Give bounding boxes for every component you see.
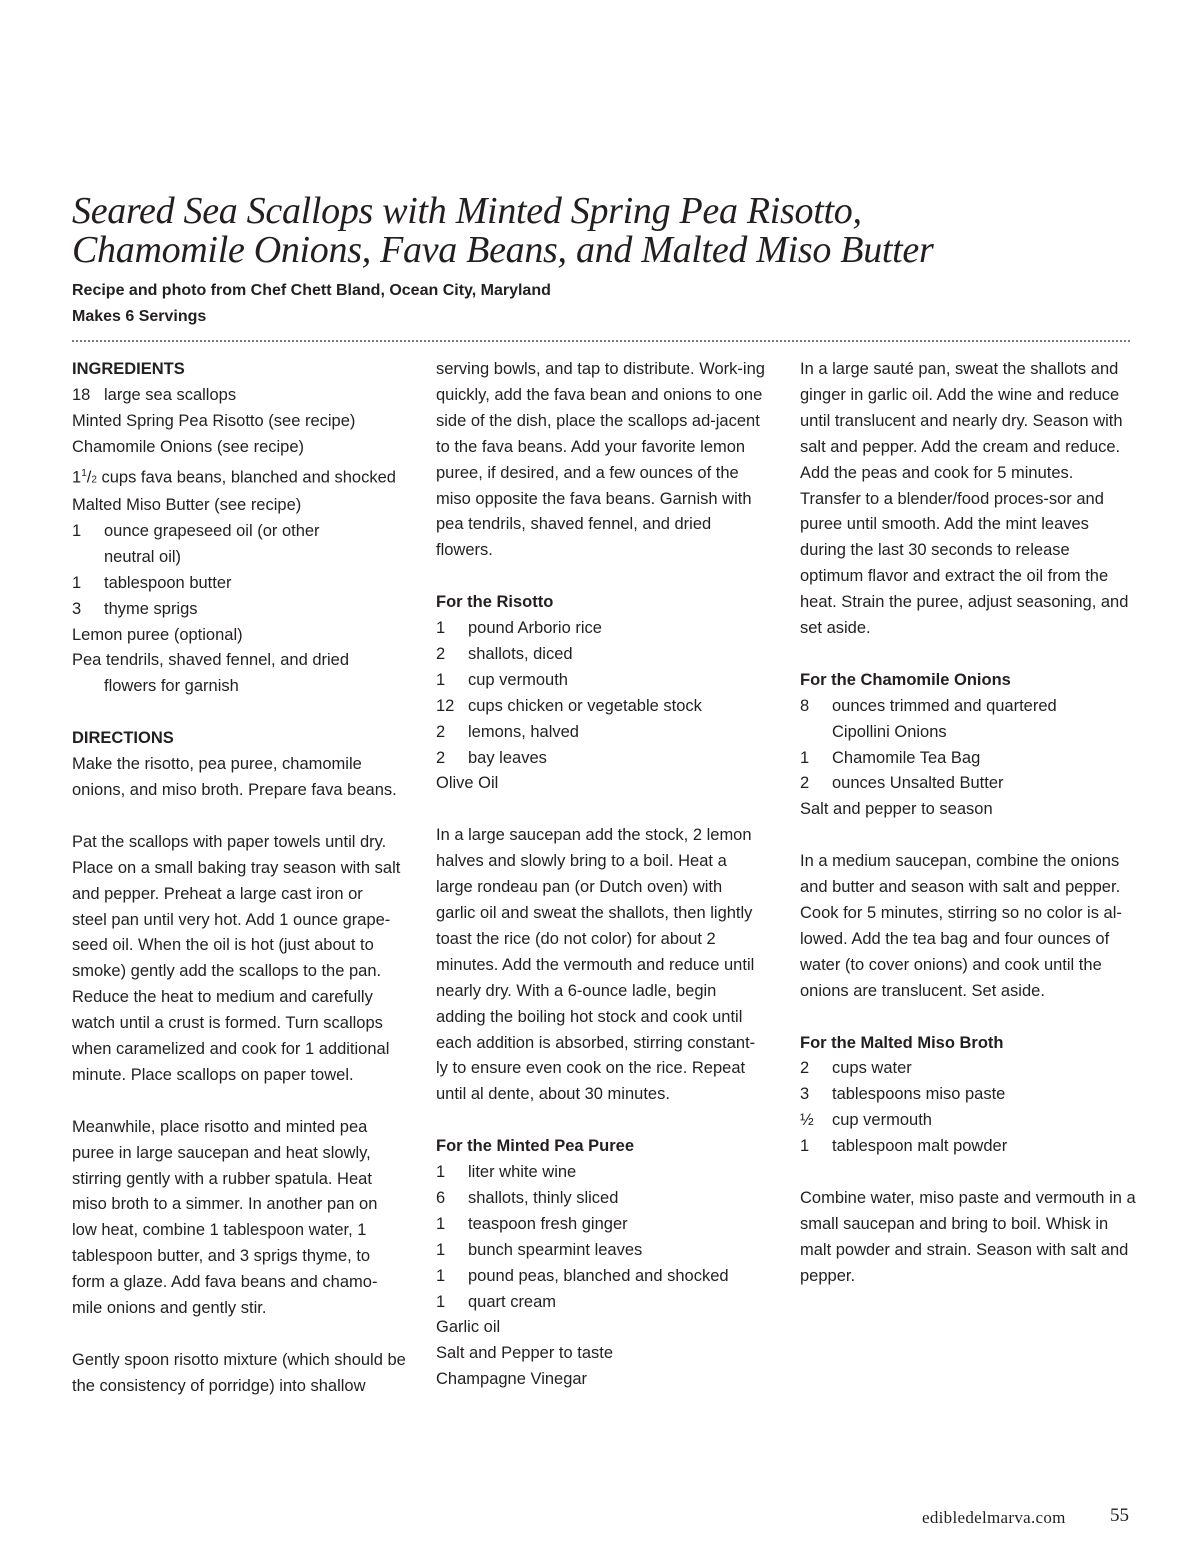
- ingredient-line: [436, 668, 776, 694]
- recipe-title-line-1: Seared Sea Scallops with Minted Spring Pea Risotto,: [72, 190, 862, 232]
- ingredient-qty: 1: [436, 619, 446, 638]
- ingredient-line: [800, 1056, 1140, 1082]
- miso-heading: For the Malted Miso Broth: [800, 1033, 1004, 1052]
- ingredient-line: [72, 597, 412, 623]
- ingredient-line: [800, 1108, 1140, 1134]
- ingredient-text: bay leaves: [468, 748, 547, 767]
- ingredient-line: Champagne Vinegar: [436, 1370, 588, 1389]
- ingredient-qty: 12: [436, 696, 455, 715]
- ingredient-qty: 1: [72, 521, 82, 540]
- risotto-method: In a large saucepan add the stock, 2 lemon halves and slowly bring to a boil. Heat a large rondeau pan (or Dutch oven) with garlic oil and sweat the shallots, then lightly toast the rice (do not color) for about 2 minutes. Add the vermouth and reduce until nearly dry. With a 6-ounce ladle, begin adding the boiling hot stock and cook until each addition is absorbed, stirring constant-ly to ensure even cook on the rice. Repeat until al dente, about 30 minutes.: [436, 826, 756, 1104]
- ingredient-text: shallots, diced: [468, 644, 573, 663]
- ingredient-line: Olive Oil: [436, 774, 499, 793]
- ingredient-line: [436, 694, 776, 720]
- ingredient-text: pound peas, blanched and shocked: [468, 1266, 729, 1285]
- ingredient-text: cups water: [832, 1059, 912, 1078]
- ingredient-qty: 1: [436, 1214, 446, 1233]
- ingredient-qty: 18: [72, 385, 91, 404]
- ingredient-text: shallots, thinly sliced: [468, 1188, 619, 1207]
- ingredient-text: quart cream: [468, 1292, 557, 1311]
- ingredient-text: liter white wine: [468, 1163, 577, 1182]
- ingredient-qty: 1: [72, 573, 82, 592]
- ingredient-line: Salt and pepper to season: [800, 800, 993, 819]
- ingredient-text: teaspoon fresh ginger: [468, 1214, 628, 1233]
- ingredient-line: [436, 616, 776, 642]
- page-number: 55: [1110, 1505, 1129, 1526]
- ingredient-line: [436, 1160, 776, 1186]
- ingredient-qty: 1: [436, 1240, 446, 1259]
- ingredient-line: [436, 1212, 776, 1238]
- ingredient-line: [436, 1290, 776, 1316]
- ingredient-text: ounces trimmed and quartered Cipollini Onions: [832, 696, 1057, 741]
- fraction-numerator: 1: [81, 467, 87, 479]
- directions-paragraph: Make the risotto, pea puree, chamomile onions, and miso broth. Prepare fava beans.: [72, 755, 397, 799]
- ingredient-line: [800, 694, 1140, 746]
- ingredient-qty: 1: [436, 670, 446, 689]
- ingredient-line: [72, 461, 412, 493]
- ingredient-qty: 1: [436, 1266, 446, 1285]
- ingredient-line: [436, 1186, 776, 1212]
- ingredient-text: ounce grapeseed oil (or other neutral oil): [104, 521, 320, 566]
- risotto-heading: For the Risotto: [436, 593, 554, 612]
- column-1: [72, 357, 412, 1400]
- ingredient-text: tablespoons miso paste: [832, 1085, 1006, 1104]
- directions-paragraph: Pat the scallops with paper towels until dry. Place on a small baking tray season with salt and pepper. Preheat a large cast iron or steel pan until very hot. Add 1 ounce grape-seed oil. When the oil is hot (just about to smoke) gently add the scallops to the pan. Reduce the heat to medium and carefully watch until a crust is formed. Turn scallops when caramelized and cook for 1 additional minute. Place scallops on paper towel.: [72, 832, 401, 1084]
- ingredient-qty: 2: [436, 722, 446, 741]
- fraction-denominator: 2: [91, 474, 97, 486]
- ingredient-text: large sea scallops: [104, 385, 237, 404]
- ingredient-qty: ½: [800, 1111, 814, 1130]
- ingredient-qty: 6: [436, 1188, 446, 1207]
- footer-website: edibledelmarva.com: [922, 1508, 1066, 1527]
- ingredient-line: [800, 1134, 1140, 1160]
- ingredient-line: [436, 746, 776, 772]
- ingredient-text: cups fava beans, blanched and shocked: [101, 468, 396, 487]
- ingredient-qty: 8: [800, 696, 810, 715]
- ingredient-line: [436, 1238, 776, 1264]
- pea-puree-method: In a large sauté pan, sweat the shallots and ginger in garlic oil. Add the wine and reduce until translucent and nearly dry. Season with salt and pepper. Add the cream and reduce. Add the peas and cook for 5 minutes. Transfer to a blender/food proces-sor and puree until smooth. Add the mint leaves during the last 30 seconds to release optimum flavor and extract the oil from the heat. Strain the puree, adjust seasoning, and set aside.: [800, 360, 1129, 638]
- ingredient-line: Lemon puree (optional): [72, 625, 243, 644]
- ingredient-qty: 2: [436, 644, 446, 663]
- column-2: [436, 357, 776, 1393]
- ingredient-line: [72, 571, 412, 597]
- ingredients-heading: INGREDIENTS: [72, 360, 185, 378]
- directions-paragraph: Meanwhile, place risotto and minted pea puree in large saucepan and heat slowly, stirring gently with a rubber spatula. Heat miso broth to a simmer. In another pan on low heat, combine 1 tablespoon water, 1 tablespoon butter, and 3 sprigs thyme, to form a glaze. Add fava beans and chamo-mile onions and gently stir.: [72, 1117, 378, 1318]
- ingredient-line: [800, 771, 1140, 797]
- ingredient-text: lemons, halved: [468, 722, 579, 741]
- directions-paragraph: Gently spoon risotto mixture (which should be the consistency of porridge) into shallow: [72, 1350, 406, 1395]
- ingredient-qty: 1: [800, 748, 810, 767]
- ingredient-text: Chamomile Tea Bag: [832, 748, 981, 767]
- recipe-credit: Recipe and photo from Chef Chett Bland, Ocean City, Maryland: [72, 282, 551, 299]
- fraction-whole: 1: [72, 468, 82, 487]
- directions-paragraph: serving bowls, and tap to distribute. Work-ing quickly, add the fava bean and onions to one side of the dish, place the scallops ad-jacent to the fava beans. Add your favorite lemon puree, if desired, and a few ounces of the miso opposite the fava beans. Garnish with pea tendrils, shaved fennel, and dried flowers.: [436, 360, 765, 560]
- ingredient-line: [800, 1082, 1140, 1108]
- ingredient-line: [72, 383, 412, 409]
- ingredient-text: tablespoon butter: [104, 573, 232, 592]
- ingredient-line: [436, 720, 776, 746]
- ingredient-text: bunch spearmint leaves: [468, 1240, 643, 1259]
- column-3: [800, 357, 1140, 1290]
- ingredient-text: pound Arborio rice: [468, 619, 602, 638]
- ingredient-line: Chamomile Onions (see recipe): [72, 437, 305, 456]
- ingredient-text: cup vermouth: [832, 1111, 932, 1130]
- ingredient-qty: 2: [436, 748, 446, 767]
- ingredient-line: [72, 519, 412, 571]
- ingredient-qty: 2: [800, 774, 810, 793]
- fraction-slash: /: [86, 468, 92, 487]
- ingredient-line: [436, 1264, 776, 1290]
- ingredient-line: [436, 642, 776, 668]
- pea-puree-heading: For the Minted Pea Puree: [436, 1137, 635, 1156]
- ingredient-line: Salt and Pepper to taste: [436, 1344, 614, 1363]
- dotted-divider: [72, 340, 1130, 342]
- ingredient-text: cup vermouth: [468, 670, 568, 689]
- ingredient-qty: 1: [436, 1292, 446, 1311]
- servings: Makes 6 Servings: [72, 308, 207, 325]
- ingredient-text: tablespoon malt powder: [832, 1137, 1008, 1156]
- ingredient-line: Malted Miso Butter (see recipe): [72, 496, 302, 515]
- ingredient-qty: 3: [800, 1085, 810, 1104]
- ingredient-line: Garlic oil: [436, 1318, 501, 1337]
- ingredient-text: cups chicken or vegetable stock: [468, 696, 702, 715]
- ingredient-qty: 1: [800, 1137, 810, 1156]
- recipe-title: [72, 192, 1152, 270]
- ingredient-text: ounces Unsalted Butter: [832, 774, 1004, 793]
- ingredient-qty: 2: [800, 1059, 810, 1078]
- onions-method: In a medium saucepan, combine the onions and butter and season with salt and pepper. Cook for 5 minutes, stirring so no color is al-lowed. Add the tea bag and four ounces of water (to cover onions) and cook until the onions are translucent. Set aside.: [800, 852, 1122, 1000]
- ingredient-qty: 3: [72, 599, 82, 618]
- ingredient-qty: 1: [436, 1163, 446, 1182]
- ingredient-line: Pea tendrils, shaved fennel, and dried flowers for garnish: [72, 651, 350, 696]
- ingredient-line: Minted Spring Pea Risotto (see recipe): [72, 411, 356, 430]
- recipe-title-line-2: Chamomile Onions, Fava Beans, and Malted Miso Butter: [72, 229, 934, 271]
- miso-method: Combine water, miso paste and vermouth in a small saucepan and bring to boil. Whisk in malt powder and strain. Season with salt and pepper.: [800, 1188, 1136, 1285]
- directions-heading: DIRECTIONS: [72, 729, 174, 748]
- ingredient-line: [800, 746, 1140, 772]
- onions-heading: For the Chamomile Onions: [800, 670, 1011, 689]
- ingredient-text: thyme sprigs: [104, 599, 198, 618]
